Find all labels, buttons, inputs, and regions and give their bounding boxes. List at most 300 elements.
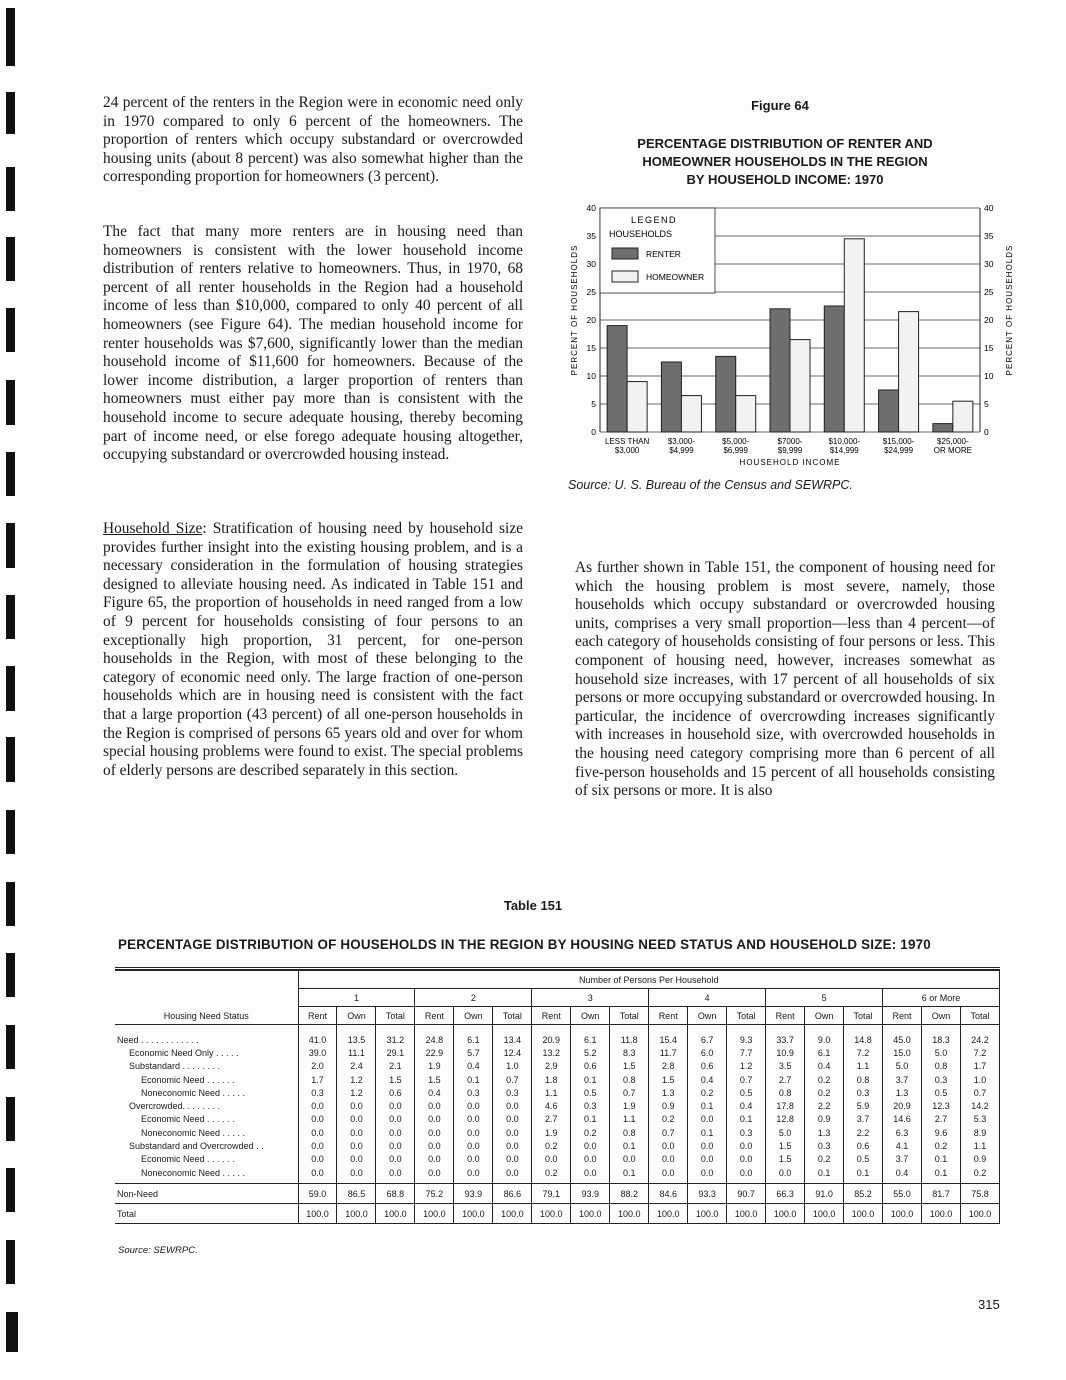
spacer-cell	[805, 1025, 844, 1034]
spacer-cell	[532, 1025, 571, 1034]
table-cell: 84.6	[649, 1184, 688, 1204]
table-cell: 0.0	[415, 1153, 454, 1166]
table-cell: 0.0	[688, 1166, 727, 1184]
table-cell: 1.9	[532, 1126, 571, 1139]
spacer-cell	[376, 1025, 415, 1034]
table-row	[115, 1204, 1000, 1224]
table-cell: 0.0	[337, 1153, 376, 1166]
table-cell: 0.0	[376, 1153, 415, 1166]
y-tick-label-right: 5	[984, 399, 989, 409]
tenure-subheader: Rent	[298, 1007, 337, 1025]
table-cell: 0.6	[376, 1086, 415, 1099]
row-label: Non-Need	[115, 1184, 298, 1204]
table-cell: 100.0	[844, 1204, 883, 1224]
spacer-cell	[883, 1025, 922, 1034]
table-cell: 0.2	[805, 1073, 844, 1086]
table-cell: 6.1	[454, 1033, 493, 1046]
y-tick-label-right: 35	[984, 231, 994, 241]
x-tick-label: $5,000-	[722, 437, 750, 446]
table-cell: 2.7	[766, 1073, 805, 1086]
table-cell: 12.4	[493, 1046, 532, 1059]
table-cell: 0.9	[960, 1153, 999, 1166]
table-cell: 1.9	[610, 1099, 649, 1112]
table-cell: 0.2	[960, 1166, 999, 1184]
table-cell: 1.3	[883, 1086, 922, 1099]
table-row	[115, 1060, 1000, 1073]
table-cell: 2.2	[805, 1099, 844, 1112]
row-label: Economic Need . . . . . .	[141, 1114, 235, 1125]
tenure-subheader: Own	[922, 1007, 961, 1025]
stub-header-cell: Housing Need Status	[115, 971, 298, 1025]
legend-label-homeowner: HOMEOWNER	[646, 272, 705, 282]
table-row	[115, 1184, 1000, 1204]
group-header: Number of Persons Per Household	[298, 971, 1000, 989]
spacer-cell	[610, 1025, 649, 1034]
table-cell: 79.1	[532, 1184, 571, 1204]
x-tick-label: $3,000-	[667, 437, 695, 446]
table-cell: 100.0	[454, 1204, 493, 1224]
table-cell: 59.0	[298, 1184, 337, 1204]
spacer-cell	[115, 1025, 298, 1034]
table-cell: 13.5	[337, 1033, 376, 1046]
table-cell: 0.0	[376, 1126, 415, 1139]
spacer-cell	[415, 1025, 454, 1034]
table-cell: 0.0	[493, 1113, 532, 1126]
table-cell: 4.6	[532, 1099, 571, 1112]
table-cell: 0.0	[415, 1113, 454, 1126]
table-cell: 1.0	[960, 1073, 999, 1086]
x-tick-label: $6,999	[723, 446, 748, 455]
table-cell: 0.2	[649, 1113, 688, 1126]
household-size-header: 6 or More	[883, 989, 1000, 1007]
table-cell: 0.4	[727, 1099, 766, 1112]
x-tick-label: OR MORE	[933, 446, 972, 455]
table-cell: 1.1	[844, 1060, 883, 1073]
x-tick-label: $3,000	[614, 446, 640, 455]
table-cell: 100.0	[805, 1204, 844, 1224]
table-cell: 3.7	[883, 1073, 922, 1086]
table-cell: 20.9	[532, 1033, 571, 1046]
y-tick-label-left: 5	[591, 399, 596, 409]
figure-label: Figure 64	[751, 98, 809, 113]
table-cell: 11.7	[649, 1046, 688, 1059]
table-cell: 0.0	[649, 1153, 688, 1166]
y-tick-label-left: 25	[586, 287, 596, 297]
x-axis-title: HOUSEHOLD INCOME	[739, 458, 841, 467]
bar-homeowner	[844, 239, 864, 432]
table-cell: 0.7	[610, 1086, 649, 1099]
table-cell: 0.8	[844, 1073, 883, 1086]
table-cell: 0.0	[298, 1139, 337, 1152]
row-label: Need . . . . . . . . . . . .	[117, 1034, 199, 1045]
table-cell: 15.0	[883, 1046, 922, 1059]
table-cell: 15.4	[649, 1033, 688, 1046]
table-cell: 1.5	[415, 1073, 454, 1086]
table-cell: 0.0	[298, 1126, 337, 1139]
table-cell: 18.3	[922, 1033, 961, 1046]
x-tick-label: $15,000-	[882, 437, 915, 446]
table-cell: 0.5	[844, 1153, 883, 1166]
table-cell: 0.0	[337, 1166, 376, 1184]
table-cell: 0.0	[454, 1126, 493, 1139]
table-cell: 0.2	[571, 1126, 610, 1139]
table-cell: 2.7	[922, 1113, 961, 1126]
table-cell: 100.0	[727, 1204, 766, 1224]
table-cell: 0.0	[376, 1139, 415, 1152]
table-cell: 14.2	[960, 1099, 999, 1112]
spacer-cell	[844, 1025, 883, 1034]
table-cell: 0.4	[415, 1086, 454, 1099]
table-cell: 93.3	[688, 1184, 727, 1204]
table-cell: 0.0	[376, 1166, 415, 1184]
x-tick-label: $7000-	[777, 437, 803, 446]
table-cell: 0.8	[766, 1086, 805, 1099]
table-cell: 75.8	[960, 1184, 999, 1204]
legend-title: LEGEND	[630, 215, 678, 225]
y-tick-label-left: 10	[586, 371, 596, 381]
bar-homeowner	[736, 396, 756, 432]
table-cell: 0.8	[610, 1073, 649, 1086]
table-cell: 100.0	[688, 1204, 727, 1224]
table-cell: 1.1	[532, 1086, 571, 1099]
table-cell: 0.1	[727, 1113, 766, 1126]
table-cell: 1.5	[766, 1153, 805, 1166]
table-cell: 2.7	[532, 1113, 571, 1126]
table-cell: 100.0	[922, 1204, 961, 1224]
y-tick-label-right: 30	[984, 259, 994, 269]
left-column-para-1: 24 percent of the renters in the Region were in economic need only in 1970 compared to only 6 percent of the homeowners. The proportion of renters which occupy substandard or overcrowded housing units (about 8 percent) was also somewhat higher than the corresponding proportion for homeowners (3 percent).	[103, 94, 523, 186]
table-cell: 86.5	[337, 1184, 376, 1204]
table-cell: 0.0	[610, 1153, 649, 1166]
table-cell: 24.8	[415, 1033, 454, 1046]
table-cell: 9.3	[727, 1033, 766, 1046]
table-cell: 0.4	[883, 1166, 922, 1184]
table-cell: 0.0	[493, 1166, 532, 1184]
tenure-subheader: Total	[960, 1007, 999, 1025]
y-axis-title-right: PERCENT OF HOUSEHOLDS	[1005, 244, 1014, 376]
table-cell: 0.0	[571, 1139, 610, 1152]
bar-homeowner	[627, 382, 647, 432]
bar-renter	[824, 306, 844, 432]
table-cell: 91.0	[805, 1184, 844, 1204]
tenure-subheader: Own	[337, 1007, 376, 1025]
table-cell: 29.1	[376, 1046, 415, 1059]
table-cell: 0.1	[922, 1166, 961, 1184]
table-cell: 7.2	[844, 1046, 883, 1059]
y-tick-label-right: 10	[984, 371, 994, 381]
table-cell: 1.7	[960, 1060, 999, 1073]
table-cell: 0.0	[688, 1113, 727, 1126]
spacer-cell	[766, 1025, 805, 1034]
bar-renter	[770, 309, 790, 432]
tenure-subheader: Own	[688, 1007, 727, 1025]
table-cell: 0.0	[376, 1099, 415, 1112]
table-cell: 9.6	[922, 1126, 961, 1139]
table-cell: 0.0	[454, 1166, 493, 1184]
table-cell: 100.0	[376, 1204, 415, 1224]
table-source: Source: SEWRPC.	[118, 1245, 198, 1256]
table-cell: 0.2	[805, 1153, 844, 1166]
y-tick-label-right: 15	[984, 343, 994, 353]
x-tick-label: $9,999	[777, 446, 803, 455]
table-cell: 100.0	[571, 1204, 610, 1224]
table-cell: 0.0	[571, 1166, 610, 1184]
y-tick-label-left: 30	[586, 259, 596, 269]
bar-homeowner	[681, 396, 701, 432]
table-cell: 24.2	[960, 1033, 999, 1046]
tenure-subheader: Total	[493, 1007, 532, 1025]
table-cell: 88.2	[610, 1184, 649, 1204]
x-tick-label: $14,999	[829, 446, 859, 455]
table-cell: 7.7	[727, 1046, 766, 1059]
table-row	[115, 1166, 1000, 1184]
tenure-subheader: Own	[805, 1007, 844, 1025]
tenure-subheader: Rent	[532, 1007, 571, 1025]
table-cell: 0.0	[298, 1166, 337, 1184]
table-cell: 1.7	[298, 1073, 337, 1086]
y-tick-label-left: 20	[586, 315, 596, 325]
spacer-cell	[493, 1025, 532, 1034]
table-cell: 5.0	[883, 1060, 922, 1073]
row-label: Economic Need . . . . . .	[141, 1074, 235, 1085]
table-cell: 0.0	[337, 1139, 376, 1152]
table-cell: 0.0	[493, 1139, 532, 1152]
tenure-subheader: Total	[844, 1007, 883, 1025]
table-cell: 0.0	[337, 1113, 376, 1126]
table-cell: 0.3	[571, 1099, 610, 1112]
household-size-header: 5	[766, 989, 883, 1007]
table-cell: 2.8	[649, 1060, 688, 1073]
table-cell: 0.3	[493, 1086, 532, 1099]
table-cell: 0.1	[844, 1166, 883, 1184]
table-cell: 0.4	[688, 1073, 727, 1086]
table-title: PERCENTAGE DISTRIBUTION OF HOUSEHOLDS IN THE REGION BY HOUSING NEED STATUS AND HOUSEHOLD SIZE: 1970	[118, 937, 931, 952]
table-cell: 100.0	[960, 1204, 999, 1224]
spacer-cell	[649, 1025, 688, 1034]
table-cell: 0.1	[571, 1113, 610, 1126]
table-cell: 2.9	[532, 1060, 571, 1073]
row-label: Economic Need . . . . . .	[141, 1154, 235, 1165]
table-cell: 0.3	[844, 1086, 883, 1099]
table-cell: 0.3	[922, 1073, 961, 1086]
table-cell: 0.1	[454, 1073, 493, 1086]
table-cell: 0.3	[805, 1139, 844, 1152]
x-tick-label: $24,999	[884, 446, 914, 455]
row-label: Noneconomic Need . . . . .	[141, 1167, 246, 1178]
row-label: Noneconomic Need . . . . .	[141, 1127, 246, 1138]
table-row	[115, 1126, 1000, 1139]
table-cell: 0.0	[688, 1153, 727, 1166]
table-cell: 0.6	[688, 1060, 727, 1073]
table-cell: 11.1	[337, 1046, 376, 1059]
x-tick-label: $4,999	[669, 446, 694, 455]
table-cell: 0.0	[493, 1099, 532, 1112]
table-cell: 0.5	[922, 1086, 961, 1099]
table-cell: 0.2	[532, 1166, 571, 1184]
table-cell: 0.0	[727, 1139, 766, 1152]
table-cell: 100.0	[883, 1204, 922, 1224]
tenure-subheader: Rent	[415, 1007, 454, 1025]
table-cell: 6.1	[805, 1046, 844, 1059]
household-size-header: 3	[532, 989, 649, 1007]
table-cell: 5.2	[571, 1046, 610, 1059]
y-tick-label-right: 0	[984, 427, 989, 437]
row-label: Substandard and Overcrowded . .	[129, 1141, 264, 1152]
table-cell: 0.4	[805, 1060, 844, 1073]
table-cell: 39.0	[298, 1046, 337, 1059]
table-cell: 5.7	[454, 1046, 493, 1059]
tenure-subheader: Total	[610, 1007, 649, 1025]
table-cell: 6.0	[688, 1046, 727, 1059]
household-size-header: 4	[649, 989, 766, 1007]
y-tick-label-left: 35	[586, 231, 596, 241]
table-cell: 1.5	[649, 1073, 688, 1086]
bar-renter	[661, 362, 681, 432]
table-cell: 5.3	[960, 1113, 999, 1126]
table-cell: 0.0	[532, 1153, 571, 1166]
table-cell: 1.5	[376, 1073, 415, 1086]
table-cell: 81.7	[922, 1184, 961, 1204]
table-cell: 0.0	[571, 1153, 610, 1166]
legend-label-renter: RENTER	[646, 249, 681, 259]
table-cell: 0.2	[922, 1139, 961, 1152]
table-cell: 0.0	[415, 1166, 454, 1184]
table-cell: 0.0	[493, 1126, 532, 1139]
table-cell: 10.9	[766, 1046, 805, 1059]
left-column-para-2: The fact that many more renters are in housing need than homeowners is consistent with the lower household income distribution of renters relative to homeowners. Thus, in 1970, 68 percent of all renter households in the Region had a household income of less than $10,000, compared to only 40 percent of all homeowners (see Figure 64). The median household income for renter households was $7,600, significantly lower than the median household income of $11,600 for homeowners. Because of the lower income distribution, a larger proportion of renters than homeowners must either pay more than is consistent with the household income to secure adequate housing, thereby becoming part of income need, or else forego adequate housing altogether, occupying substandard or overcrowded housing instead.	[103, 223, 523, 464]
legend-swatch-homeowner	[612, 271, 638, 282]
table-cell: 86.6	[493, 1184, 532, 1204]
table-cell: 0.0	[376, 1113, 415, 1126]
y-tick-label-left: 40	[586, 203, 596, 213]
table-cell: 0.0	[649, 1166, 688, 1184]
table-cell: 1.0	[493, 1060, 532, 1073]
table-label: Table 151	[503, 898, 563, 913]
table-cell: 1.2	[337, 1073, 376, 1086]
table-cell: 68.8	[376, 1184, 415, 1204]
table-cell: 90.7	[727, 1184, 766, 1204]
row-label: Substandard . . . . . . . .	[129, 1061, 221, 1072]
table-cell: 8.9	[960, 1126, 999, 1139]
table-cell: 0.3	[454, 1086, 493, 1099]
table-cell: 0.0	[649, 1139, 688, 1152]
table-cell: 3.5	[766, 1060, 805, 1073]
table-cell: 100.0	[298, 1204, 337, 1224]
y-tick-label-left: 0	[591, 427, 596, 437]
table-cell: 0.8	[610, 1126, 649, 1139]
table-cell: 2.2	[844, 1126, 883, 1139]
bar-renter	[879, 390, 899, 432]
table-cell: 20.9	[883, 1099, 922, 1112]
y-axis-title-left: PERCENT OF HOUSEHOLDS	[570, 244, 579, 376]
table-cell: 0.5	[727, 1086, 766, 1099]
row-label: Noneconomic Need . . . . .	[141, 1087, 246, 1098]
table-cell: 1.2	[727, 1060, 766, 1073]
table-cell: 0.1	[688, 1126, 727, 1139]
bar-renter	[607, 326, 627, 432]
table-cell: 100.0	[493, 1204, 532, 1224]
table-cell: 0.6	[571, 1060, 610, 1073]
table-cell: 0.7	[649, 1126, 688, 1139]
table-cell: 5.0	[922, 1046, 961, 1059]
bar-homeowner	[899, 312, 919, 432]
table-cell: 4.1	[883, 1139, 922, 1152]
table-cell: 93.9	[571, 1184, 610, 1204]
right-column-para-1: As further shown in Table 151, the component of housing need for which the housing problem is most severe, namely, those households which occupy substandard or overcrowded housing units, comprises a very small proportion—less than 4 percent—of each category of households consisting of four persons or less. This component of housing need, however, increases somewhat as household size increases, with 17 percent of all households of six persons or more occupying substandard or overcrowded housing. In particular, the incidence of overcrowding increases significantly with increases in household size, with overcrowded households in the housing need category comprising more than 6 percent of all five-person households and 15 percent of all households consisting of six persons or more. It is also	[575, 559, 995, 800]
x-tick-label: $25,000-	[937, 437, 969, 446]
table-cell: 17.8	[766, 1099, 805, 1112]
table-cell: 0.0	[454, 1099, 493, 1112]
table-cell: 100.0	[766, 1204, 805, 1224]
table-cell: 11.8	[610, 1033, 649, 1046]
bar-renter	[933, 424, 953, 432]
table-cell: 12.3	[922, 1099, 961, 1112]
table-cell: 100.0	[649, 1204, 688, 1224]
table-cell: 0.0	[415, 1126, 454, 1139]
figure-source: Source: U. S. Bureau of the Census and SEWRPC.	[568, 478, 853, 492]
left-column-para-3: Household Size: Stratification of housing need by household size provides further insight into the existing housing problem, and is a necessary consideration in the formulation of housing strategies designed to alleviate housing need. As indicated in Table 151 and Figure 65, the proportion of households in need ranged from a low of 9 percent for households consisting of four persons to an exceptionally high proportion, 31 percent, for one-person households in the Region, with most of these belonging to the category of economic need only. The large fraction of one-person households which are in housing need is consistent with the fact that a large proportion (43 percent) of all one-person households in the Region is comprised of persons 65 years old and over for whom special housing problems were found to exist. The special problems of elderly persons are described separately in this section.	[103, 520, 523, 779]
table-cell: 3.7	[883, 1153, 922, 1166]
table-cell: 6.1	[571, 1033, 610, 1046]
table-cell: 100.0	[610, 1204, 649, 1224]
table-cell: 13.4	[493, 1033, 532, 1046]
tenure-subheader: Own	[454, 1007, 493, 1025]
table-cell: 5.9	[844, 1099, 883, 1112]
table-cell: 0.5	[571, 1086, 610, 1099]
table-row	[115, 1046, 1000, 1059]
table-cell: 2.4	[337, 1060, 376, 1073]
table-cell: 0.0	[727, 1166, 766, 1184]
y-tick-label-right: 20	[984, 315, 994, 325]
table-cell: 41.0	[298, 1033, 337, 1046]
table-cell: 6.3	[883, 1126, 922, 1139]
spacer-cell	[454, 1025, 493, 1034]
table-cell: 0.6	[844, 1139, 883, 1152]
table-cell: 0.0	[298, 1153, 337, 1166]
table-cell: 0.7	[727, 1073, 766, 1086]
row-label: Total	[115, 1204, 298, 1224]
table-cell: 100.0	[532, 1204, 571, 1224]
legend-swatch-renter	[612, 248, 638, 259]
table-cell: 1.1	[610, 1113, 649, 1126]
table-row	[115, 1033, 1000, 1046]
table-cell: 0.1	[610, 1139, 649, 1152]
spacer-cell	[337, 1025, 376, 1034]
table-cell: 3.7	[844, 1113, 883, 1126]
table-cell: 1.1	[960, 1139, 999, 1152]
bar-renter	[716, 356, 736, 432]
table-cell: 8.3	[610, 1046, 649, 1059]
household-size-heading: Household Size	[103, 520, 203, 537]
tenure-subheader: Rent	[649, 1007, 688, 1025]
table-cell: 0.0	[454, 1139, 493, 1152]
table-cell: 0.1	[922, 1153, 961, 1166]
table-cell: 0.7	[960, 1086, 999, 1099]
y-tick-label-right: 25	[984, 287, 994, 297]
tenure-subheader: Own	[571, 1007, 610, 1025]
table-cell: 0.9	[805, 1113, 844, 1126]
table-cell: 0.4	[454, 1060, 493, 1073]
table-cell: 1.2	[337, 1086, 376, 1099]
table-151	[115, 967, 1000, 1224]
table-cell: 0.0	[415, 1139, 454, 1152]
table-row	[115, 1153, 1000, 1166]
household-size-header: 1	[298, 989, 415, 1007]
table-cell: 1.9	[415, 1060, 454, 1073]
y-tick-label-left: 15	[586, 343, 596, 353]
table-cell: 14.8	[844, 1033, 883, 1046]
table-cell: 75.2	[415, 1184, 454, 1204]
